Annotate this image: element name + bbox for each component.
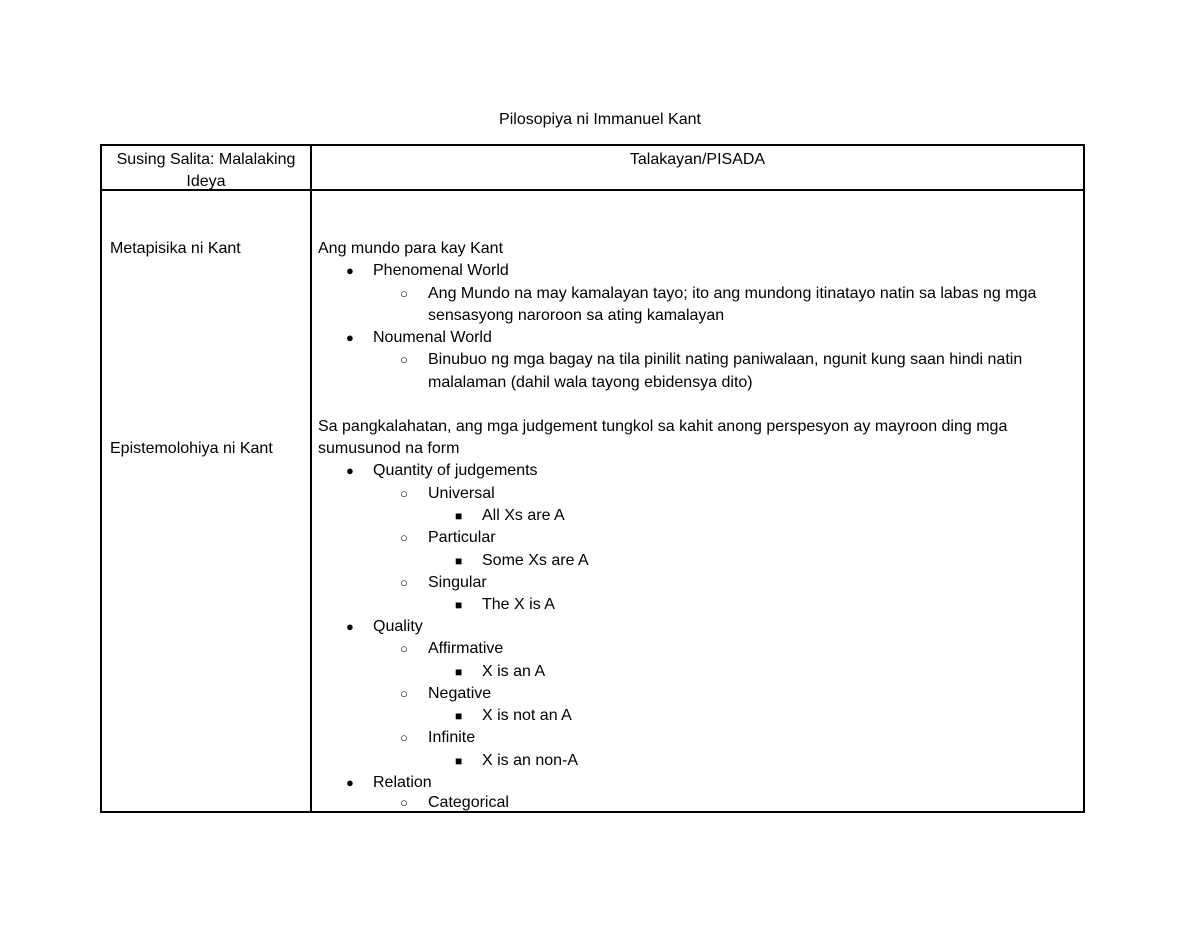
singular-example: The X is A — [482, 596, 555, 613]
epistemolohiya-intro-line1: Sa pangkalahatan, ang mga judgement tungkol sa kahit anong perspesyon ay mayroon ding mga — [318, 418, 1008, 435]
categorical-label: Categorical — [428, 794, 509, 811]
phenomenal-desc-line2: sensasyong naroroon sa ating kamalayan — [428, 307, 725, 324]
universal-example: All Xs are A — [482, 507, 565, 524]
label-epistemolohiya: Epistemolohiya ni Kant — [110, 440, 273, 457]
bullet-square-icon: ■ — [455, 509, 463, 523]
column-divider — [310, 146, 312, 811]
bullet-square-icon: ■ — [455, 709, 463, 723]
bullet-circle-icon: ○ — [400, 795, 408, 810]
bullet-disc-icon: ● — [346, 330, 354, 345]
quality-label: Quality — [373, 618, 423, 635]
negative-label: Negative — [428, 685, 492, 702]
header-discussion: Talakayan/PISADA — [629, 151, 766, 168]
header-key-ideas — [102, 149, 310, 193]
bullet-circle-icon: ○ — [400, 352, 408, 367]
noumenal-world-label: Noumenal World — [373, 329, 492, 346]
bullet-circle-icon: ○ — [400, 286, 408, 301]
quantity-label: Quantity of judgements — [373, 462, 538, 479]
bullet-disc-icon: ● — [346, 619, 354, 634]
bullet-circle-icon: ○ — [400, 575, 408, 590]
relation-label: Relation — [373, 774, 432, 791]
bullet-circle-icon: ○ — [400, 686, 408, 701]
noumenal-desc-line2: malalaman (dahil wala tayong ebidensya dito) — [428, 374, 753, 391]
particular-example: Some Xs are A — [482, 552, 589, 569]
header-key-ideas-line1: Susing Salita: Malalaking — [116, 151, 296, 168]
document-title: Pilosopiya ni Immanuel Kant — [499, 111, 701, 128]
bullet-disc-icon: ● — [346, 263, 354, 278]
universal-label: Universal — [428, 485, 495, 502]
bullet-square-icon: ■ — [455, 665, 463, 679]
header-key-ideas-line2: Ideya — [186, 173, 226, 190]
infinite-example: X is an non-A — [482, 752, 579, 769]
bullet-disc-icon: ● — [346, 775, 354, 790]
noumenal-desc-line1: Binubuo ng mga bagay na tila pinilit nating paniwalaan, ngunit kung saan hindi natin — [428, 351, 1023, 368]
bullet-circle-icon: ○ — [400, 530, 408, 545]
affirmative-label: Affirmative — [428, 640, 504, 657]
label-metapisika: Metapisika ni Kant — [110, 240, 241, 257]
phenomenal-world-label: Phenomenal World — [373, 262, 509, 279]
bullet-square-icon: ■ — [455, 754, 463, 768]
bullet-circle-icon: ○ — [400, 641, 408, 656]
bullet-circle-icon: ○ — [400, 486, 408, 501]
bullet-circle-icon: ○ — [400, 730, 408, 745]
metapisika-intro: Ang mundo para kay Kant — [318, 240, 504, 257]
notes-table — [100, 144, 1085, 813]
infinite-label: Infinite — [428, 729, 476, 746]
bullet-square-icon: ■ — [455, 554, 463, 568]
bullet-disc-icon: ● — [346, 463, 354, 478]
phenomenal-desc-line1: Ang Mundo na may kamalayan tayo; ito ang mundong itinatayo natin sa labas ng mga — [428, 285, 1037, 302]
negative-example: X is not an A — [482, 707, 572, 724]
particular-label: Particular — [428, 529, 496, 546]
epistemolohiya-intro-line2: sumusunod na form — [318, 440, 460, 457]
singular-label: Singular — [428, 574, 487, 591]
affirmative-example: X is an A — [482, 663, 546, 680]
bullet-square-icon: ■ — [455, 598, 463, 612]
